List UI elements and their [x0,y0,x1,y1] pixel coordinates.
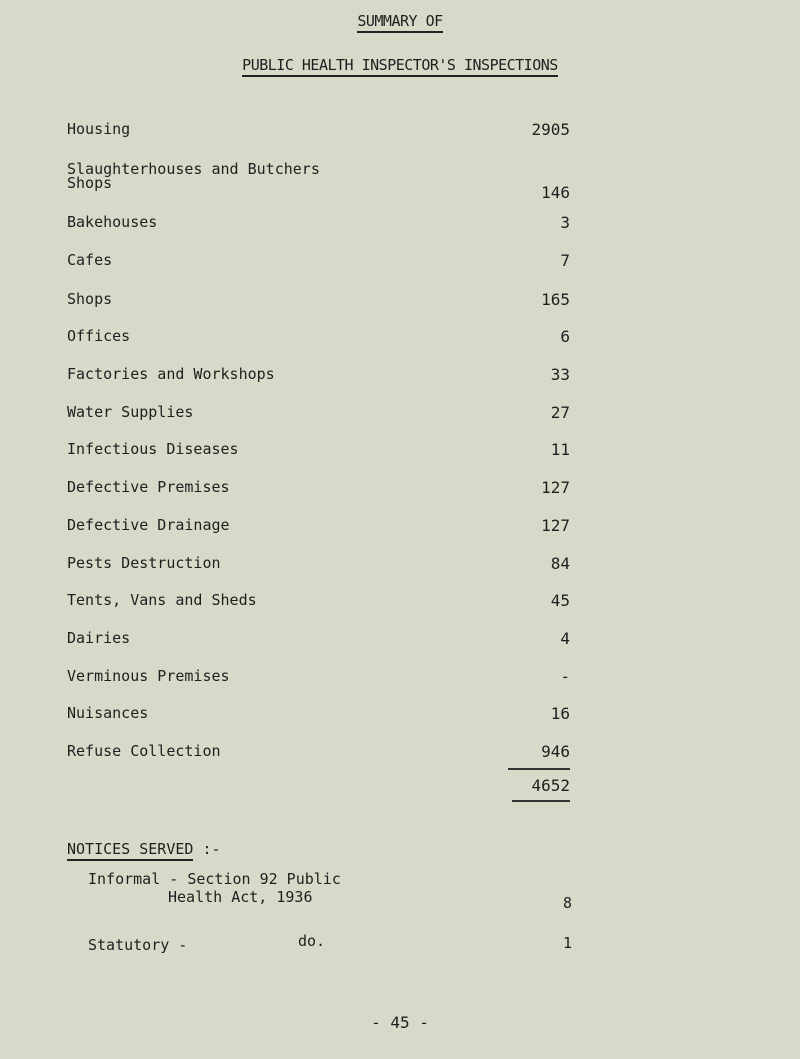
row-value: 165 [541,290,570,309]
row-label: Factories and Workshops [67,365,275,383]
row-label: Shops [67,290,113,308]
notices-heading: NOTICES SERVED :- [67,840,221,858]
row-value: 2905 [531,120,570,139]
page-number: - 45 - [371,1013,429,1032]
row-label: Offices [67,327,131,345]
row-value: 6 [560,327,570,346]
total-value: 4652 [531,776,570,795]
row-value: 3 [560,213,570,232]
row-label: Infectious Diseases [67,440,239,458]
row-label: Nuisances [67,704,149,722]
row-label: Bakehouses [67,213,158,231]
row-label: Water Supplies [67,403,194,421]
row-value: 946 [541,742,570,761]
row-label: Cafes [67,251,113,269]
row-value: 146 [541,183,570,202]
row-label: Verminous Premises [67,667,230,685]
row-label: Tents, Vans and Sheds [67,591,257,609]
row-value: 127 [541,478,570,497]
informal-value: 8 [562,894,572,912]
informal-label-line1: Informal - Section 92 Public [88,870,341,888]
row-label: Pests Destruction [67,554,221,572]
row-label: Slaughterhouses and Butchers [67,160,320,178]
statutory-label: Statutory - [88,936,188,954]
row-value: 127 [541,516,570,535]
row-value: 11 [550,440,570,459]
row-label: Defective Premises [67,478,230,496]
row-label: Housing [67,120,131,138]
row-label: Refuse Collection [67,742,221,760]
total-rule-bottom [512,800,570,802]
row-value: 84 [550,554,570,573]
informal-label-line2: Health Act, 1936 [168,888,313,906]
row-label-continued: Shops [67,174,113,192]
row-value: 27 [550,403,570,422]
row-value: 4 [560,629,570,648]
row-value: - [560,667,570,686]
row-value: 7 [560,251,570,270]
row-label: Dairies [67,629,131,647]
row-value: 16 [550,704,570,723]
statutory-ditto: do. [298,932,326,950]
statutory-value: 1 [562,934,572,952]
row-value: 45 [550,591,570,610]
row-label: Defective Drainage [67,516,230,534]
summary-title: SUMMARY OF [0,12,800,30]
section-title: PUBLIC HEALTH INSPECTOR'S INSPECTIONS [0,56,800,74]
row-value: 33 [550,365,570,384]
total-rule-top [508,768,570,770]
